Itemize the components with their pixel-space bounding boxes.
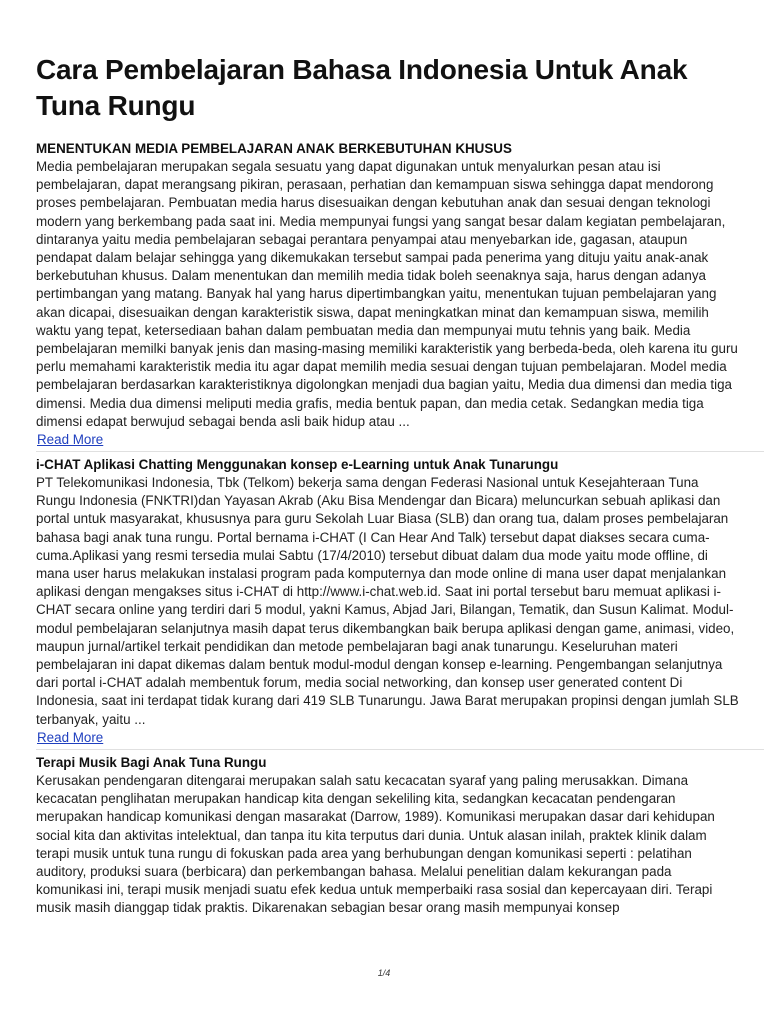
page-title: Cara Pembelajaran Bahasa Indonesia Untuk Anak Tuna Rungu: [36, 54, 688, 121]
article-heading: i-CHAT Aplikasi Chatting Menggunakan konsep e-Learning untuk Anak Tunarungu: [36, 457, 559, 473]
article-heading: Terapi Musik Bagi Anak Tuna Rungu: [36, 754, 267, 770]
article-body: Media pembelajaran merupakan segala sesuatu yang dapat digunakan untuk menyalurkan pesan atau isi pembelajaran, dapat merangsang pikiran, perasaan, perhatian dan kemampuan siswa sehingga dapat mendorong proses pembelajaran. Pembuatan media harus disesuaikan dengan kebutuhan anak dan sesuai dengan teknologi modern yang berkembang pada saat ini. Media mempunyai fungsi yang sangat besar dalam kegiatan pembelajaran, dintaranya yaitu media pembelajaran sebagai perantara penyampai atau menyebarkan ide, gagasan, ataupun pendapat dalam belajar sehingga yang dikemukakan tersebut sampai pada penerima yang dituju yaitu anak-anak berkebutuhan khusus. Dalam menentukan dan memilih media tidak boleh seenaknya saja, harus dengan adanya pertimbangan yang matang. Banyak hal yang harus dipertimbangkan yaitu, menentukan tujuan pembelajaran yang akan dicapai, disesuaikan dengan karakteristik siswa, dapat meningkatkan minat dan kemampuan siswa, memilih waktu yang tepat, ketersediaan bahan dalam pembuatan media dan mempunyai mutu tehnis yang baik. Media pembelajaran memilki banyak jenis dan masing-masing memiliki karakteristik yang berbeda-beda, oleh karena itu guru perlu memahami karakteristik media itu agar dapat memilih media sesuai dengan tujuan pembelajaran. Model media pembelajaran berdasarkan karakteristiknya digolongkan menjadi dua bagian yaitu, Media dua dimensi dan media tiga dimensi. Media dua dimensi meliputi media grafis, media bentuk papan, dan media cetak. Sedangkan media tiga dimensi edapat berwujud sebagai benda asli baik hidup atau ...: [36, 159, 738, 429]
article-body: Kerusakan pendengaran ditengarai merupakan salah satu kecacatan syaraf yang paling merusakkan. Dimana kecacatan penglihatan merupakan handicap kita dengan sekeliling kita, sedangkan kecacatan pendengaran merupakan handicap komunikasi dengan masarakat (Darrow, 1989). Komunikasi merupakan dasar dari kehidupan social kita dan aktivitas intelektual, dan tanpa itu kita terputus dari dunia. Untuk alasan inilah, praktek klinik dalam terapi musik untuk tuna rungu di fokuskan pada area yang berhubungan dengan komunikasi seperti : pelatihan auditory, produksi suara (berbicara) dan perkembangan bahasa. Melalui penelitian dalam kekurangan pada komunikasi ini, terapi musik menjadi suatu efek kedua untuk memperbaiki rasa sosial dan kepercayaan diri. Terapi musik masih dianggap tidak praktis. Dikarenakan sebagian besar orang masih mempunyai konsep: [36, 772, 715, 916]
page-number: 1/4: [377, 968, 391, 978]
article-divider: [36, 451, 764, 452]
article-media-pembelajaran: [36, 140, 740, 449]
article-body: PT Telekomunikasi Indonesia, Tbk (Telkom) bekerja sama dengan Federasi Nasional untuk Kesejahteraan Tuna Rungu Indonesia (FNKTRI)dan Yayasan Akrab (Aku Bisa Mendengar dan Bicara) meluncurkan sebuah aplikasi dan portal untuk masyarakat, khususnya para guru Sekolah Luar Biasa (SLB) dan orang tua, dalam proses pembelajaran bahasa bagi anak tuna rungu. Portal bernama i-CHAT (I Can Hear And Talk) tersebut dapat diakses secara cuma-cuma.Aplikasi yang resmi tersedia mulai Sabtu (17/4/2010) tersebut dibuat dalam dua mode yaitu mode offline, di mana user harus melakukan instalasi program pada komputernya dan mode online di mana user dapat menjalankan aplikasi dengan mengakses situs i-CHAT di http://www.i-chat.web.id. Saat ini portal tersebut baru memuat aplikasi i-CHAT secara online yang terdiri dari 5 modul, yakni Kamus, Abjad Jari, Bilangan, Tematik, dan Susun Kalimat. Modul-modul pembelajaran selanjutnya masih dapat terus dikembangkan baik berupa aplikasi dengan game, animasi, video, maupun jurnal/artikel terkait pendidikan dan metode pembelajaran bagi anak tunarungu. Keseluruhan materi pembelajaran ini dapat dikemas dalam bentuk modul-modul dengan konsep e-learning. Pengembangan selanjutnya dari portal i-CHAT adalah membentuk forum, media social networking, dan konsep user generated content Di Indonesia, saat ini terdapat tidak kurang dari 419 SLB Tunarungu. Jawa Barat merupakan propinsi dengan jumlah SLB terbanyak, yaitu ...: [36, 475, 739, 727]
article-i-chat: [36, 456, 740, 747]
read-more-link[interactable]: Read More: [37, 729, 104, 745]
article-divider: [36, 749, 764, 750]
read-more-link[interactable]: Read More: [37, 432, 104, 448]
document-page: [36, 52, 740, 918]
article-heading: MENENTUKAN MEDIA PEMBELAJARAN ANAK BERKEBUTUHAN KHUSUS: [36, 141, 512, 156]
article-terapi-musik: [36, 754, 740, 918]
